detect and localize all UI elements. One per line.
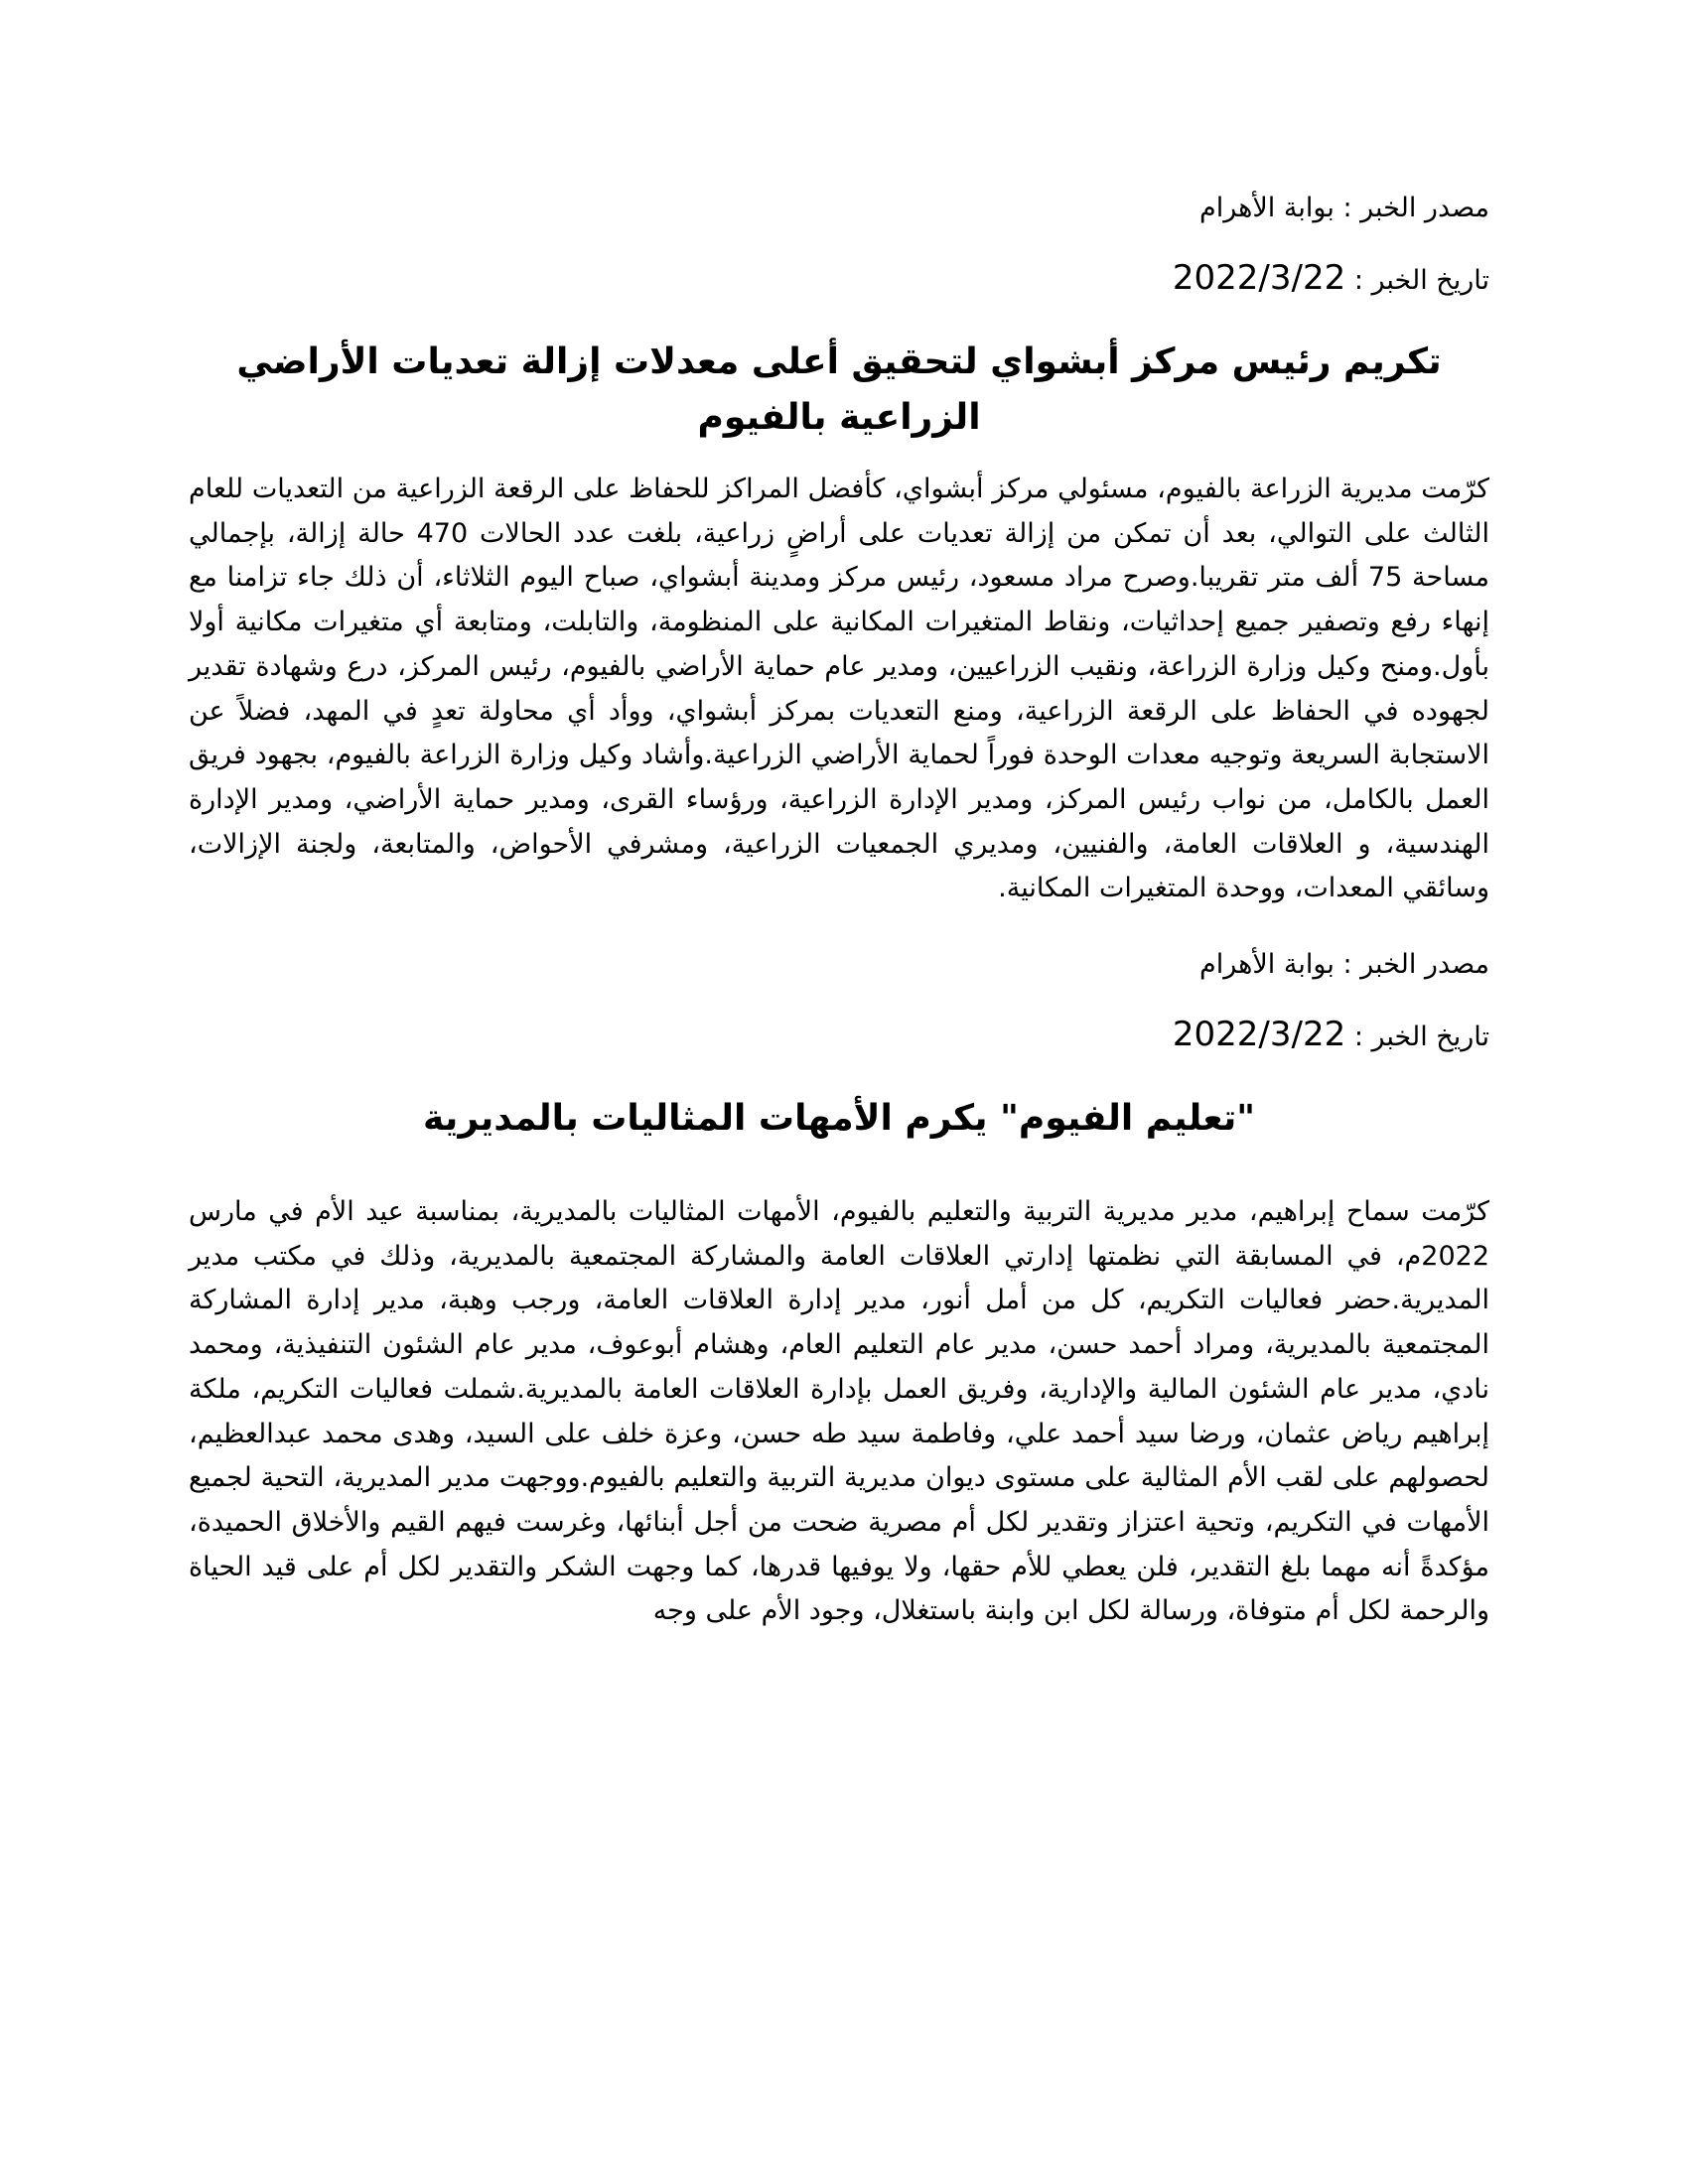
news-date-line xyxy=(189,258,1489,301)
date-label: تاريخ الخبر : xyxy=(1353,1022,1489,1053)
news-source-line xyxy=(189,945,1489,985)
source-label: مصدر الخبر : xyxy=(1342,949,1489,981)
news-article xyxy=(189,189,1489,911)
source-label: مصدر الخبر : xyxy=(1342,193,1489,223)
news-article xyxy=(189,945,1489,1634)
article-body: كرّمت سماح إبراهيم، مدير مديرية التربية والتعليم بالفيوم، الأمهات المثاليات بالمديرية، بمناسبة عيد الأم في مارس 2022م، في المسابقة التي نظمتها إدارتي العلاقات العامة والمشاركة المجتمعية بالمديرية، وذلك في مكتب مدير المديرية.حضر فعاليات التكريم، كل من أمل أنور، مدير إدارة العلاقات العامة، ورجب وهبة، مدير إدارة المشاركة المجتمعية بالمديرية، ومراد أحمد حسن، مدير عام التعليم العام، وهشام أبوعوف، مدير عام الشئون التنفيذية، ومحمد نادي، مدير عام الشئون المالية والإدارية، وفريق العمل بإدارة العلاقات العامة بالمديرية.شملت فعاليات التكريم، ملكة إبراهيم رياض عثمان، ورضا سيد أحمد علي، وفاطمة سيد طه حسن، وعزة خلف على السيد، وهدى محمد عبدالعظيم، لحصولهم على لقب الأم المثالية على مستوى ديوان مديرية التربية والتعليم بالفيوم.ووجهت مدير المديرية، التحية لجميع الأمهات في التكريم، وتحية اعتزاز وتقدير لكل أم مصرية ضحت من أجل أبنائها، وغرست فيهم القيم والأخلاق الحميدة، مؤكدةً أنه مهما بلغ التقدير، فلن يعطي للأم حقها، ولا يوفيها قدرها، كما وجهت الشكر والتقدير لكل أم على قيد الحياة والرحمة لكل أم متوفاة، ورسالة لكل ابن وابنة باستغلال، وجود الأم على وجه xyxy=(189,1196,1489,1627)
news-date-line xyxy=(189,1015,1489,1057)
document-page xyxy=(189,189,1489,1668)
article-headline: تكريم رئيس مركز أبشواي لتحقيق أعلى معدلات إزالة تعديات الأراضي الزراعية بالفيوم xyxy=(236,341,1442,438)
news-source-line xyxy=(189,189,1489,228)
article-headline: "تعليم الفيوم" يكرم الأمهات المثاليات بالمديرية xyxy=(422,1098,1256,1140)
source-value: بوابة الأهرام xyxy=(1199,193,1335,223)
date-value: 2022/3/22 xyxy=(1172,258,1346,298)
source-value: بوابة الأهرام xyxy=(1199,949,1335,981)
date-value: 2022/3/22 xyxy=(1172,1015,1346,1055)
date-label: تاريخ الخبر : xyxy=(1353,265,1489,296)
article-body: كرّمت مديرية الزراعة بالفيوم، مسئولي مركز أبشواي، كأفضل المراكز للحفاظ على الرقعة الزراعية من التعديات للعام الثالث على التوالي، بعد أن تمكن من إزالة تعديات على أراضٍ زراعية، بلغت عدد الحالات 470 حالة إزالة، بإجمالي مساحة 75 ألف متر تقريبا.وصرح مراد مسعود، رئيس مركز ومدينة أبشواي، صباح اليوم الثلاثاء، أن ذلك جاء تزامنا مع إنهاء رفع وتصفير جميع إحداثيات، ونقاط المتغيرات المكانية على المنظومة، والتابلت، ومتابعة أي متغيرات مكانية أولا بأول.ومنح وكيل وزارة الزراعة، ونقيب الزراعيين، ومدير عام حماية الأراضي بالفيوم، رئيس المركز، درع وشهادة تقدير لجهوده في الحفاظ على الرقعة الزراعية، ومنع التعديات بمركز أبشواي، ووأد أي محاولة تعدٍ في المهد، فضلاً عن الاستجابة السريعة وتوجيه معدات الوحدة فوراً لحماية الأراضي الزراعية.وأشاد وكيل وزارة الزراعة بالفيوم، بجهود فريق العمل بالكامل، من نواب رئيس المركز، ومدير الإدارة الزراعية، ورؤساء القرى، ومدير حماية الأراضي، ومدير الإدارة الهندسية، و العلاقات العامة، والفنيين، ومديري الجمعيات الزراعية، ومشرفي الأحواض، والمتابعة، ولجنة الإزالات، وسائقي المعدات، ووحدة المتغيرات المكانية. xyxy=(189,474,1489,904)
